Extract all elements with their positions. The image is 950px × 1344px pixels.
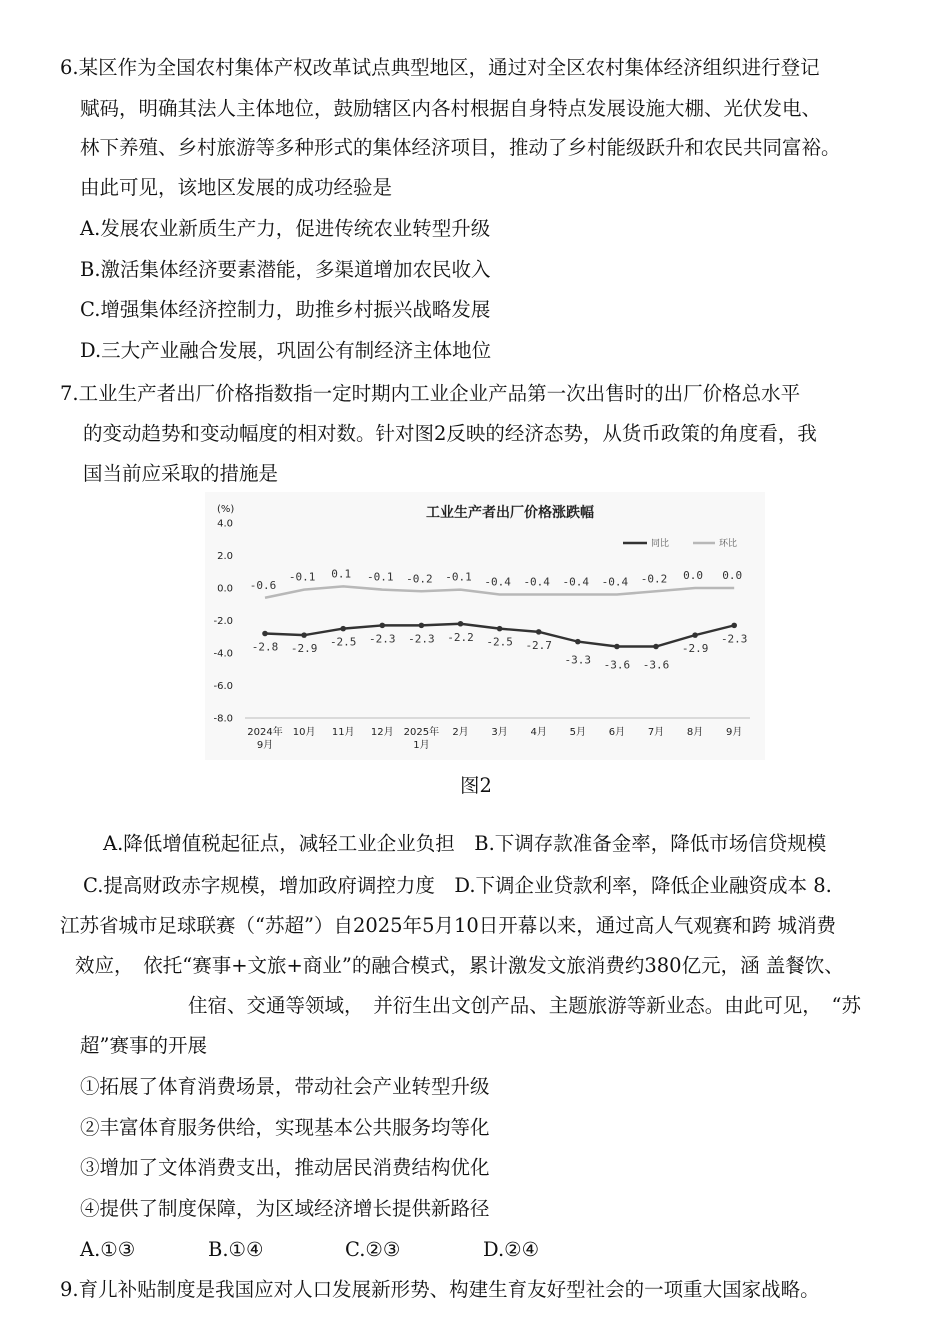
q8-statement-2: ②丰富体育服务供给，实现基本公共服务均等化 — [80, 1116, 490, 1139]
data-point — [340, 626, 346, 632]
q8-stem-line-1: 江苏省城市足球联赛（“苏超”）自2025年5月10日开幕以来，通过高人气观赛和跨 城消费 — [60, 914, 836, 937]
q6-option-a: A.发展农业新质生产力，促进传统农业转型升级 — [80, 217, 491, 240]
q6-option-d: D.三大产业融合发展，巩固公有制经济主体地位 — [80, 339, 492, 362]
y-tick-label: -2.0 — [213, 616, 233, 627]
q8-stem-line-3: 住宿、交通等领域， 并衍生出文创产品、主题旅游等新业态。由此可见， “苏 — [188, 994, 861, 1017]
data-label: -0.4 — [562, 575, 590, 589]
data-label: -2.2 — [447, 630, 474, 644]
chart-y-unit: (%) — [217, 504, 235, 515]
y-tick-label: 4.0 — [217, 518, 233, 530]
y-tick-label: 0.0 — [217, 583, 233, 595]
data-label: -3.6 — [642, 658, 670, 672]
data-point — [380, 623, 386, 629]
q6-stem-line-1: 6.某区作为全国农村集体产权改革试点典型地区，通过对全区农村集体经济组织进行登记 — [60, 56, 820, 79]
q8-stem-line-2: 效应， 依托“赛事+文旅+商业”的融合模式，累计激发文旅消费约380亿元，涵 盖餐饮、 — [75, 954, 844, 977]
data-label: -0.1 — [288, 570, 316, 584]
q7-stem-line-1: 7.工业生产者出厂价格指数指一定时期内工业企业产品第一次出售时的出厂价格总水平 — [60, 382, 801, 405]
q8-choice-a: A.①③ — [80, 1238, 136, 1261]
x-tick-label: 11月 — [331, 727, 355, 738]
x-tick-label: 2025年 — [403, 727, 440, 738]
data-point — [419, 623, 425, 629]
chart-svg — [205, 492, 765, 760]
x-tick-label: 1月 — [413, 740, 430, 751]
x-tick-label: 7月 — [647, 727, 665, 738]
data-point — [458, 621, 464, 627]
data-label: -2.7 — [525, 638, 552, 652]
data-label: -0.1 — [367, 570, 394, 584]
data-label: -0.1 — [445, 570, 472, 584]
data-label: -2.5 — [486, 635, 513, 649]
data-point — [497, 626, 503, 632]
x-tick-label: 8月 — [686, 727, 704, 738]
figure-caption: 图2 — [460, 774, 492, 797]
data-label: -3.6 — [603, 658, 631, 672]
data-label: -0.4 — [601, 575, 629, 589]
x-tick-label: 9月 — [256, 740, 274, 751]
y-tick-label: 2.0 — [217, 551, 233, 562]
data-label: 0.0 — [722, 569, 743, 582]
legend-label-yoy: 同比 — [651, 539, 670, 549]
data-label: -0.6 — [249, 578, 277, 592]
x-tick-label: 9月 — [726, 727, 743, 738]
q9-stem: 9.育儿补贴制度是我国应对人口发展新形势、构建生育友好型社会的一项重大国家战略。 — [60, 1278, 820, 1301]
q8-choice-b: B.①④ — [208, 1238, 264, 1261]
data-point — [262, 631, 268, 637]
data-label: -2.9 — [681, 642, 709, 656]
chart-title: 工业生产者出厂价格涨跌幅 — [426, 505, 594, 521]
price-index-chart — [205, 492, 765, 760]
x-tick-label: 5月 — [569, 727, 586, 738]
data-label: -2.9 — [290, 642, 318, 656]
q8-choice-c: C.②③ — [345, 1238, 401, 1261]
y-tick-label: -4.0 — [213, 648, 233, 660]
q7-options-line-2: C.提高财政赤字规模，增加政府调控力度 D.下调企业贷款利率，降低企业融资成本 8. — [83, 874, 832, 897]
x-tick-label: 2024年 — [247, 727, 283, 738]
data-label: -2.3 — [408, 632, 435, 646]
data-point — [653, 644, 659, 650]
x-tick-label: 10月 — [292, 727, 316, 738]
x-tick-label: 6月 — [608, 727, 626, 738]
q8-choice-d: D.②④ — [483, 1238, 540, 1261]
q7-stem-line-2: 的变动趋势和变动幅度的相对数。针对图2反映的经济态势，从货币政策的角度看，我 — [83, 422, 817, 445]
data-label: -0.4 — [523, 575, 550, 589]
data-label: -3.3 — [564, 653, 592, 667]
q6-stem-line-3: 林下养殖、乡村旅游等多种形式的集体经济项目，推动了乡村能级跃升和农民共同富裕。 — [80, 136, 841, 159]
q8-stem-line-4: 超”赛事的开展 — [80, 1034, 207, 1057]
q6-option-b: B.激活集体经济要素潜能，多渠道增加农民收入 — [80, 258, 491, 281]
data-label: -0.2 — [406, 572, 433, 586]
q6-stem-line-2: 赋码，明确其法人主体地位，鼓励辖区内各村根据自身特点发展设施大棚、光伏发电、 — [80, 97, 822, 120]
x-tick-label: 12月 — [370, 727, 394, 738]
data-label: -0.4 — [484, 575, 511, 589]
q7-options-line-1: A.降低增值税起征点，减轻工业企业负担 B.下调存款准备金率，降低市场信贷规模 — [103, 832, 827, 855]
data-label: 0.0 — [683, 569, 704, 582]
q8-statement-1: ①拓展了体育消费场景，带动社会产业转型升级 — [80, 1075, 490, 1098]
x-tick-label: 4月 — [530, 727, 547, 738]
data-point — [301, 632, 307, 638]
y-tick-label: -6.0 — [213, 681, 233, 692]
q6-stem-line-4: 由此可见，该地区发展的成功经验是 — [80, 176, 393, 199]
data-point — [575, 639, 581, 645]
y-tick-label: -8.0 — [213, 713, 233, 725]
data-label: -2.8 — [251, 640, 279, 654]
x-tick-label: 3月 — [491, 727, 508, 738]
data-label: -0.2 — [640, 572, 668, 586]
q8-statement-3: ③增加了文体消费支出，推动居民消费结构优化 — [80, 1156, 490, 1179]
data-point — [536, 629, 542, 635]
legend-label-mom: 环比 — [719, 539, 738, 549]
data-point — [614, 644, 620, 650]
data-point — [692, 632, 698, 638]
data-label: 0.1 — [331, 567, 352, 581]
q7-stem-line-3: 国当前应采取的措施是 — [83, 462, 279, 485]
data-label: -2.3 — [720, 632, 748, 646]
data-label: -2.3 — [369, 632, 396, 646]
data-point — [731, 623, 737, 629]
q8-statement-4: ④提供了制度保障，为区域经济增长提供新路径 — [80, 1197, 490, 1220]
x-tick-label: 2月 — [452, 727, 469, 738]
q6-option-c: C.增强集体经济控制力，助推乡村振兴战略发展 — [80, 298, 491, 321]
data-label: -2.5 — [329, 635, 357, 649]
